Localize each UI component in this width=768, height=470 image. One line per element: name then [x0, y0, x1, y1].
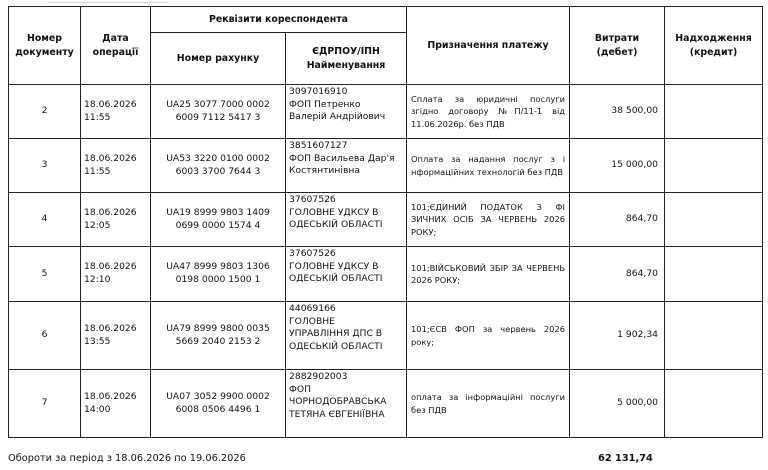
doc-number: 7	[9, 370, 81, 438]
account-number: UA25 3077 7000 0002 6009 7112 5417 3	[151, 85, 286, 139]
credit-amount	[665, 139, 763, 193]
doc-number: 3	[9, 139, 81, 193]
correspondent-details: 37607526 ГОЛОВНЕ УДКСУ В ОДЕСЬКІЙ ОБЛАСТІ	[286, 247, 407, 302]
header-op-date: Дата операції	[81, 7, 151, 85]
header-edrpou: ЄДРПОУ/ІПН Найменування	[286, 33, 407, 85]
correspondent-details: 3851607127 ФОП Васильева Дар'я Костянтинівна	[286, 139, 407, 193]
credit-amount	[665, 247, 763, 302]
header-doc-number: Номер документу	[9, 7, 81, 85]
header-credit: Надходження (кредит)	[665, 7, 763, 85]
statement-table	[8, 6, 763, 438]
payment-purpose: 101;ЄДИНИЙ ПОДАТОК З ФІ ЗИЧНИХ ОСІБ ЗА ЧЕРВЕНЬ 2026 РОКУ;	[407, 193, 570, 247]
debit-amount: 38 500,00	[570, 85, 665, 139]
payment-purpose: 101;ВІЙСЬКОВИЙ ЗБІР ЗА ЧЕРВЕНЬ 2026 РОКУ;	[407, 247, 570, 302]
doc-number: 6	[9, 302, 81, 370]
doc-number: 5	[9, 247, 81, 302]
payment-purpose: оплата за інформаційні послуги без ПДВ	[407, 370, 570, 438]
op-date: 18.06.2026 12:10	[81, 247, 151, 302]
correspondent-details: 2882902003 ФОП ЧОРНОДОБРАВСЬКА ТЕТЯНА ЄВГЕНІЇВНА	[286, 370, 407, 438]
doc-number: 4	[9, 193, 81, 247]
op-date: 18.06.2026 12:05	[81, 193, 151, 247]
table-row	[9, 139, 763, 193]
table-row	[9, 193, 763, 247]
turnover-period: Обороти за період з 18.06.2026 по 19.06.2026	[8, 453, 246, 464]
debit-amount: 15 000,00	[570, 139, 665, 193]
doc-number: 2	[9, 85, 81, 139]
turnover-total: 62 131,74	[598, 453, 653, 464]
op-date: 18.06.2026 11:55	[81, 139, 151, 193]
cropped-previous-line	[0, 0, 768, 4]
correspondent-details: 3097016910 ФОП Петренко Валерій Андрійович	[286, 85, 407, 139]
correspondent-details: 37607526 ГОЛОВНЕ УДКСУ В ОДЕСЬКІЙ ОБЛАСТІ	[286, 193, 407, 247]
correspondent-details: 44069166 ГОЛОВНЕ УПРАВЛІННЯ ДПС В ОДЕСЬКІЙ ОБЛАСТІ	[286, 302, 407, 370]
credit-amount	[665, 370, 763, 438]
payment-purpose: Оплата за надання послуг з і нформаційних технологій без ПДВ	[407, 139, 570, 193]
table-row	[9, 370, 763, 438]
table-row	[9, 85, 763, 139]
credit-amount	[665, 85, 763, 139]
account-number: UA19 8999 9803 1409 0699 0000 1574 4	[151, 193, 286, 247]
account-number: UA53 3220 0100 0002 6003 3700 7644 3	[151, 139, 286, 193]
op-date: 18.06.2026 11:55	[81, 85, 151, 139]
credit-amount	[665, 193, 763, 247]
credit-amount	[665, 302, 763, 370]
debit-amount: 1 902,34	[570, 302, 665, 370]
account-number: UA47 8999 9803 1306 0198 0000 1500 1	[151, 247, 286, 302]
op-date: 18.06.2026 13:55	[81, 302, 151, 370]
payment-purpose: 101;ЄСВ ФОП за червень 2026 року;	[407, 302, 570, 370]
debit-amount: 5 000,00	[570, 370, 665, 438]
op-date: 18.06.2026 14:00	[81, 370, 151, 438]
payment-purpose: Сплата за юридичні послуги згідно договору №П/11-1 від 11.06.2026р. без ПДВ	[407, 85, 570, 139]
debit-amount: 864,70	[570, 247, 665, 302]
header-account: Номер рахунку	[151, 33, 286, 85]
table-row	[9, 247, 763, 302]
table-row	[9, 302, 763, 370]
header-purpose: Призначення платежу	[407, 7, 570, 85]
account-number: UA07 3052 9900 0002 6008 0506 4496 1	[151, 370, 286, 438]
header-correspondent: Реквізити кореспондента	[151, 7, 407, 33]
account-number: UA79 8999 9800 0035 5669 2040 2153 2	[151, 302, 286, 370]
header-debit: Витрати (дебет)	[570, 7, 665, 85]
debit-amount: 864,70	[570, 193, 665, 247]
